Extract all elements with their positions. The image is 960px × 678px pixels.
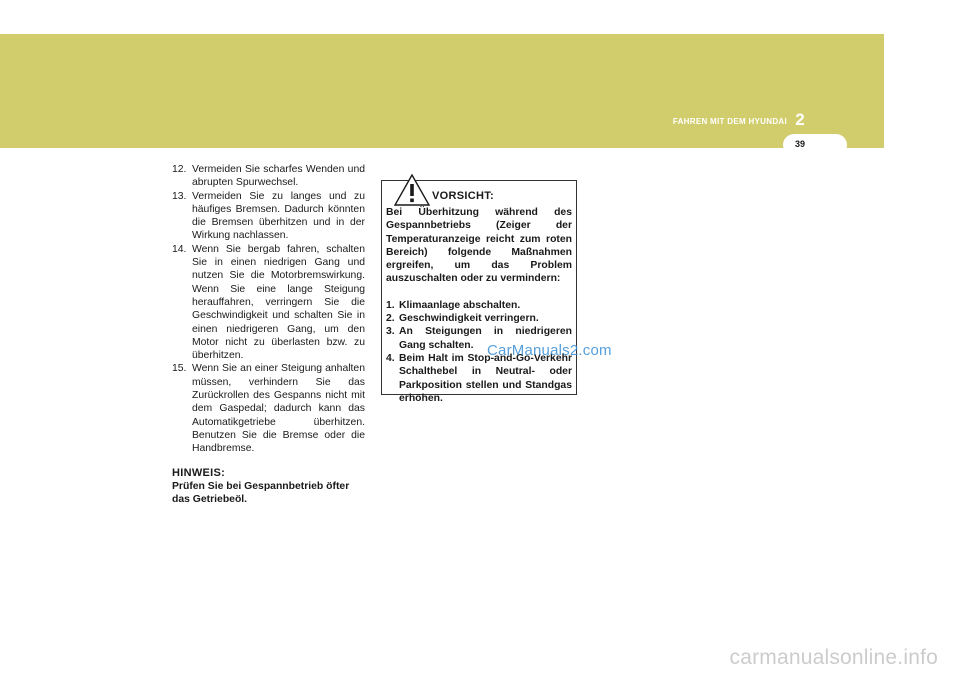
list-item bbox=[172, 243, 365, 363]
caution-box bbox=[381, 180, 577, 404]
chapter-title: FAHREN MIT DEM HYUNDAI bbox=[672, 117, 787, 126]
list-item-number: 14. bbox=[172, 243, 187, 255]
list-item-number: 15. bbox=[172, 363, 187, 375]
caution-list-item bbox=[386, 299, 572, 312]
caution-list-item bbox=[386, 312, 572, 325]
watermark-carmanuals2: CarManuals2.com bbox=[487, 342, 612, 359]
list-item-text: Wenn Sie an einer Steigung anhalten müssen, verhindern Sie das Zurückrollen des Gespanns nicht mit dem Gaspedal; dadurch kann das Automatikgetriebe überhitzen. Benutzen Sie die Bremse oder die Handbremse. bbox=[192, 363, 365, 455]
caution-title: VORSICHT: bbox=[432, 190, 494, 202]
list-item-number: 13. bbox=[172, 190, 187, 202]
header-band bbox=[0, 34, 884, 148]
list-item bbox=[172, 362, 365, 455]
note-title: HINWEIS: bbox=[172, 466, 226, 479]
caution-item-number: 2. bbox=[386, 313, 395, 325]
list-item bbox=[172, 163, 365, 190]
list-item-number: 12. bbox=[172, 164, 187, 175]
caution-item-number: 1. bbox=[386, 299, 395, 311]
caution-header bbox=[386, 186, 572, 206]
caution-list-item bbox=[386, 352, 572, 405]
list-item-text: Wenn Sie bergab fahren, schalten Sie in einen niedrigen Gang und nutzen Sie die Motorbremswirkung. Wenn Sie eine lange Steigung herauffahren, verringern Sie die Geschwindigkeit und schalten Sie in einen niedrigeren Gang, um den Motor nicht zu überlasten bzw. zu überhitzen. bbox=[192, 243, 365, 362]
caution-item-number: 4. bbox=[386, 352, 395, 364]
caution-item-text: Klimaanlage abschalten. bbox=[399, 299, 521, 311]
note-body: Prüfen Sie bei Gespannbetrieb öfter das Getriebeöl. bbox=[172, 480, 350, 505]
caution-item-text: Beim Halt im Stop-and-Go-Verkehr Schalthebel in Neutral- oder Parkposition stellen und Standgas erhöhen. bbox=[399, 352, 572, 404]
list-item-text: Vermeiden Sie scharfes Wenden und abrupten Spurwechsel. bbox=[192, 164, 365, 189]
caution-item-text: Geschwindigkeit verringern. bbox=[399, 313, 539, 325]
warning-triangle-icon bbox=[394, 174, 430, 206]
note-section bbox=[172, 466, 365, 507]
caution-intro: Bei Überhitzung während des Gespannbetriebs (Zeiger der Temperaturanzeige reicht zum roten Bereich) folgende Maßnahmen ergreifen, um das Problem auszuschalten oder zu vermindern: bbox=[386, 207, 572, 285]
watermark-carmanualsonline: carmanualsonline.info bbox=[729, 646, 938, 669]
left-column bbox=[172, 163, 365, 506]
caution-item-number: 3. bbox=[386, 326, 395, 338]
chapter-number: 2 bbox=[795, 110, 805, 129]
list-item bbox=[172, 190, 365, 243]
page-number: 39 bbox=[794, 139, 805, 149]
caution-item-text: An Steigungen in niedrigeren Gang schalten. bbox=[399, 326, 572, 351]
list-item-text: Vermeiden Sie zu langes und zu häufiges Bremsen. Dadurch könnten die Bremsen überhitzen und in der Wirkung nachlassen. bbox=[192, 190, 365, 242]
